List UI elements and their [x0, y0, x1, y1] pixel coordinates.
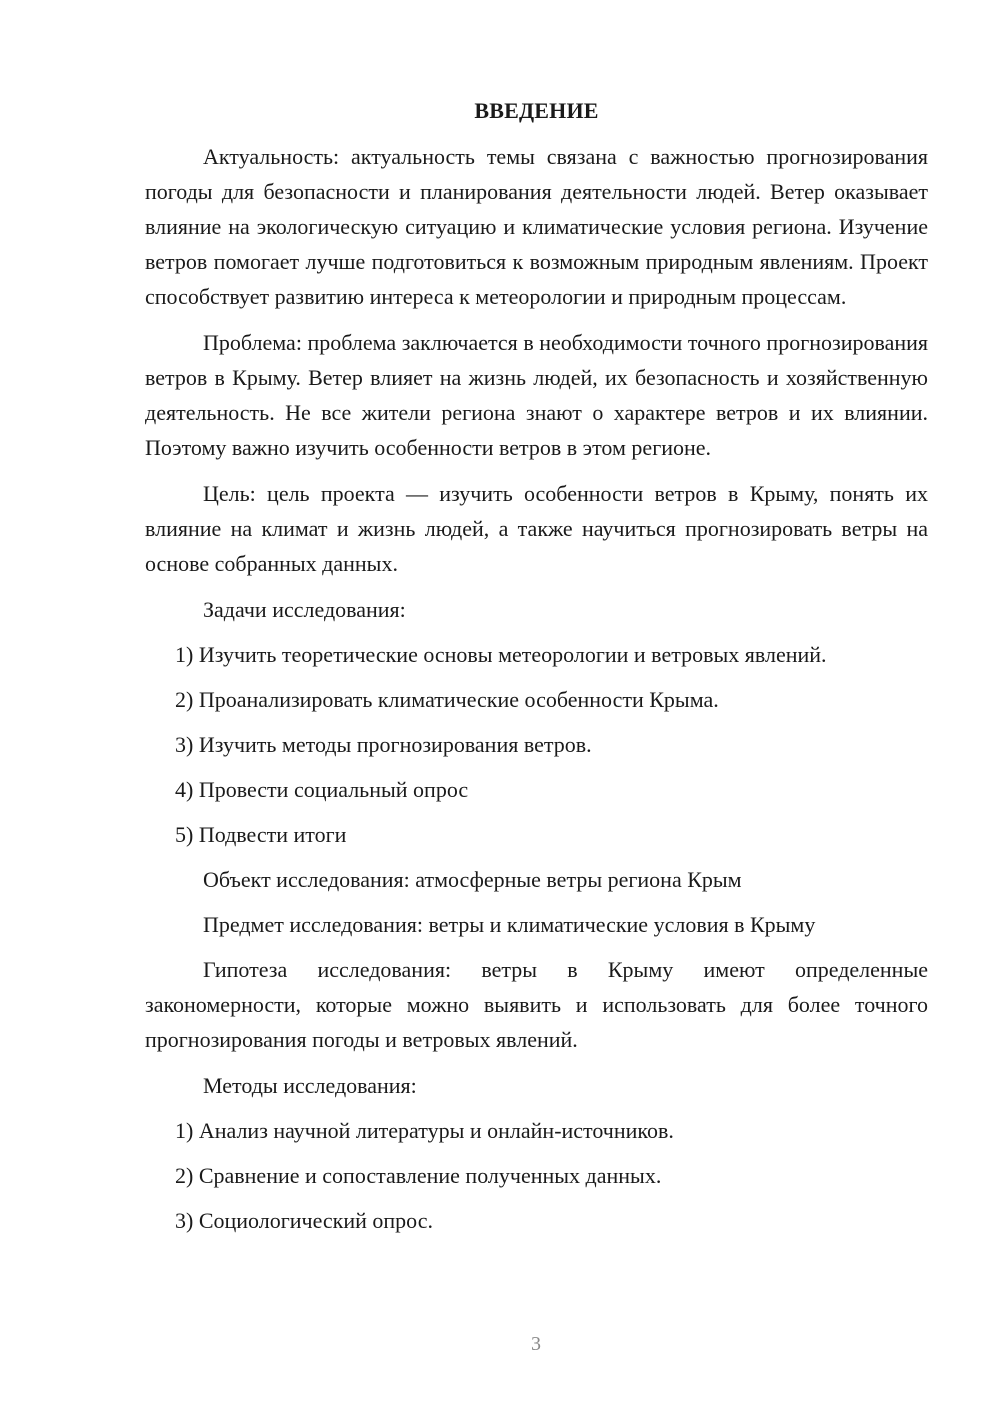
object-line: Объект исследования: атмосферные ветры региона Крым: [203, 867, 742, 892]
document-title: ВВЕДЕНИЕ: [474, 98, 599, 123]
task-item: 1) Изучить теоретические основы метеорологии и ветровых явлений.: [175, 642, 827, 667]
tasks-heading: Задачи исследования:: [203, 597, 406, 622]
task-item: 5) Подвести итоги: [175, 822, 347, 847]
method-item: 3) Социологический опрос.: [175, 1208, 433, 1233]
goal-paragraph: Цель: цель проекта — изучить особенности ветров в Крыму, понять их влияние на климат и жизнь людей, а также научиться прогнозировать ветры на основе собранных данных.: [145, 481, 928, 576]
hypothesis-paragraph: Гипотеза исследования: ветры в Крыму имеют определенные закономерности, которые можно выявить и использовать для более точного прогнозирования погоды и ветровых явлений.: [145, 957, 928, 1052]
method-item: 2) Сравнение и сопоставление полученных данных.: [175, 1163, 662, 1188]
method-item: 1) Анализ научной литературы и онлайн-источников.: [175, 1118, 674, 1143]
methods-list: [145, 1113, 928, 1238]
relevance-paragraph: Актуальность: актуальность темы связана с важностью прогнозирования погоды для безопасности и планирования деятельности людей. Ветер оказывает влияние на экологическую ситуацию и климатические условия региона. Изучение ветров помогает лучше подготовиться к возможным природным явлениям. Проект способствует развитию интереса к метеорологии и природным процессам.: [145, 144, 928, 309]
page-number: 3: [531, 1333, 541, 1355]
task-item: 4) Провести социальный опрос: [175, 777, 469, 802]
subject-line: Предмет исследования: ветры и климатические условия в Крыму: [203, 912, 816, 937]
task-item: 3) Изучить методы прогнозирования ветров.: [175, 732, 592, 757]
methods-heading: Методы исследования:: [203, 1073, 417, 1098]
task-item: 2) Проанализировать климатические особенности Крыма.: [175, 687, 719, 712]
tasks-list: [145, 637, 928, 852]
document-body: [145, 93, 928, 1248]
problem-paragraph: Проблема: проблема заключается в необходимости точного прогнозирования ветров в Крыму. Ветер влияет на жизнь людей, их безопасность и хозяйственную деятельность. Не все жители региона знают о характере ветров и их влиянии. Поэтому важно изучить особенности ветров в этом регионе.: [145, 330, 928, 460]
